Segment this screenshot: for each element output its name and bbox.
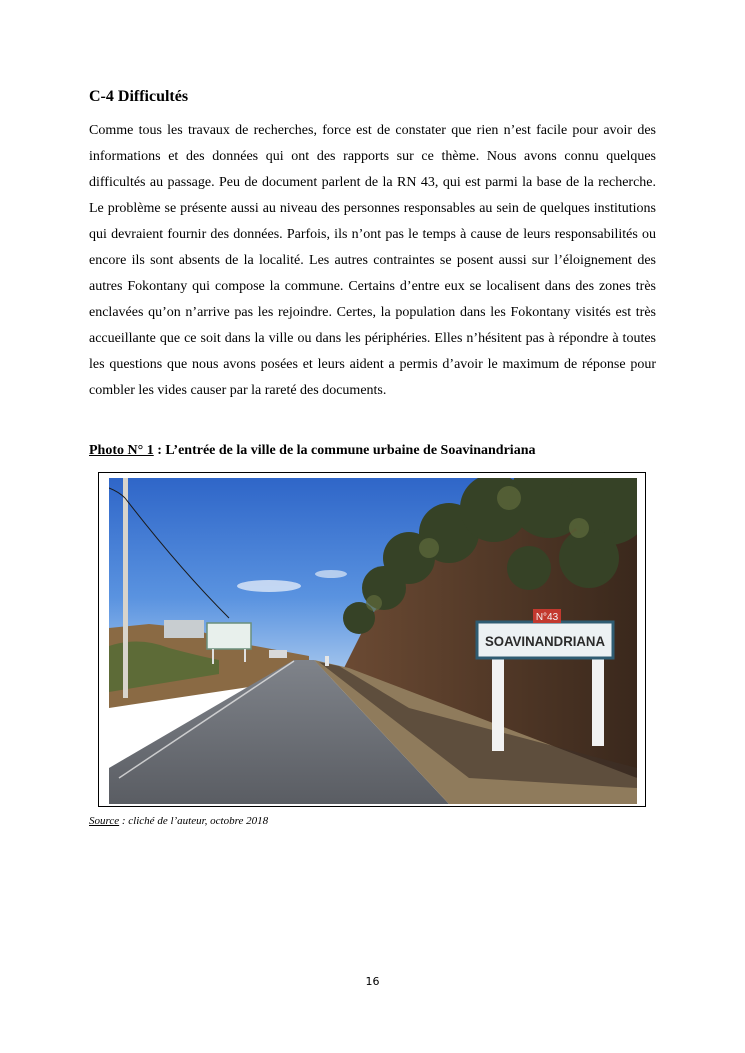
town-sign-text: SOAVINANDRIANA — [485, 633, 605, 649]
billboard — [207, 623, 251, 649]
pedestrian — [325, 656, 329, 666]
section-heading: C-4 Difficultés — [89, 88, 189, 105]
route-plate-text: N°43 — [535, 612, 559, 623]
photo-town-entrance — [109, 478, 637, 804]
sign-post-left — [492, 656, 504, 751]
page-number: 16 — [365, 975, 380, 988]
photo-source — [89, 815, 268, 827]
photo-caption-label: Photo N° 1 — [89, 443, 154, 458]
cloud — [237, 580, 301, 592]
sign-post-right — [592, 656, 604, 746]
body-paragraph: Comme tous les travaux de recherches, force est de constater que rien n’est facile pour avoir des informations et des données qui ont des rapports sur ce thème. Nous avons connu quelques difficultés au passage. Peu de document parlent de la RN 43, qui est parmi la base de la recherche. Le problème se présente aussi au niveau des personnes responsables au sein de quelques institutions qui devraient fournir des données. Parfois, ils n’ont pas le temps à cause de leurs responsabilités ou encore ils sont absents de la localité. Les autres contraintes se posent aussi sur l’éloignement des autres Fokontany qui compose la commune. Certains d’entre eux se localisent dans des zones très enclavées qu’on n’arrive pas les rejoindre. Certes, la population dans les Fokontany visités est très accueillante que ce soit dans la ville ou dans les périphéries. Elles n’hésitent pas à répondre à toutes les questions que nous avons posées et leurs aident a permis d’avoir le maximum de réponse pour combler les vides causer par la rareté des documents. — [89, 123, 656, 398]
photo-caption — [89, 443, 536, 459]
photo-source-label: Source — [89, 815, 120, 827]
photo-caption-text: : L’entrée de la ville de la commune urbaine de Soavinandriana — [153, 443, 536, 458]
photo-source-text: : cliché de l’auteur, octobre 2018 — [119, 815, 269, 827]
building — [269, 650, 287, 658]
building — [164, 620, 204, 638]
photo-frame — [98, 472, 646, 807]
cloud — [315, 570, 347, 578]
utility-pole — [123, 478, 128, 698]
